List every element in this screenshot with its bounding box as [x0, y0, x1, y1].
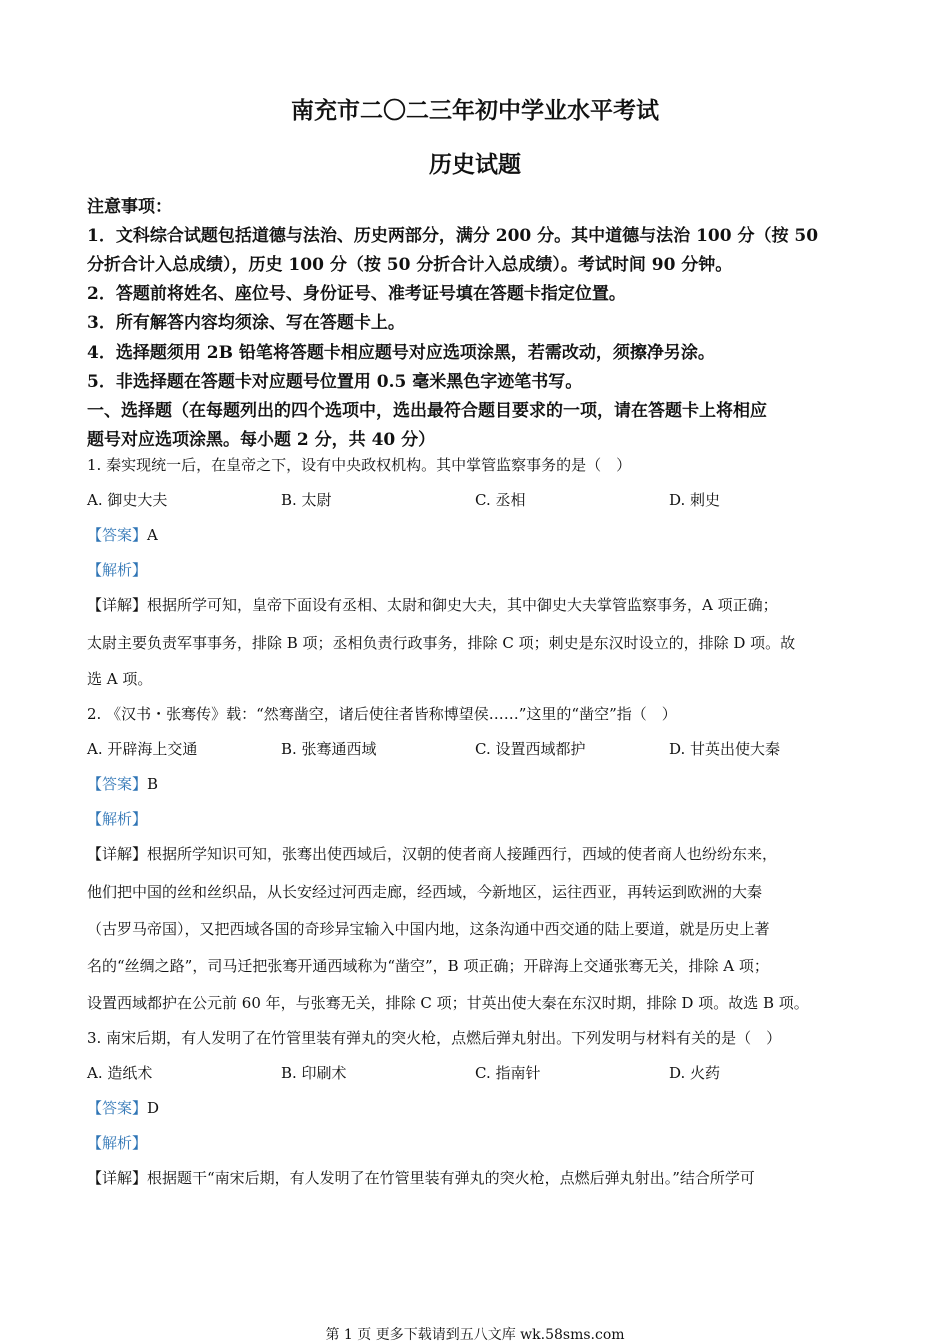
notice-heading: 注意事项： — [87, 197, 172, 217]
page-title: 南充市二〇二三年初中学业水平考试 — [291, 97, 659, 124]
detail-line — [87, 594, 867, 615]
detail-line: 太尉主要负责军事事务，排除 B 项；丞相负责行政事务，排除 C 项；刺史是东汉时设立的，排除 D 项。故 — [87, 634, 796, 652]
page-footer: 第 1 页 更多下载请到五八文库 wk.58sms.com — [325, 1327, 625, 1343]
answer-label: 【答案】 — [87, 775, 148, 793]
detail-label: 【详解】 — [87, 596, 148, 614]
notice-line: 3．所有解答内容均须涂、写在答题卡上。 — [87, 313, 405, 333]
option-c: C. 设置西域都护 — [475, 740, 586, 758]
analysis-label: 【解析】 — [87, 561, 148, 579]
option-b: B. 太尉 — [281, 491, 332, 509]
notice-line: 4．选择题须用 2B 铅笔将答题卡相应题号对应选项涂黑，若需改动，须擦净另涂。 — [87, 343, 715, 363]
detail-line: 名的“丝绸之路”，司马迁把张骞开通西域称为“凿空”，B 项正确；开辟海上交通张骞无关，排除 A 项； — [87, 957, 769, 975]
detail-line: 他们把中国的丝和丝织品，从长安经过河西走廊，经西域，今新地区，运往西亚，再转运到欧洲的大秦 — [87, 883, 763, 901]
option-a: A. 造纸术 — [87, 1064, 153, 1082]
page-subtitle: 历史试题 — [429, 151, 521, 178]
detail-text: 根据所学可知，皇帝下面设有丞相、太尉和御史大夫，其中御史大夫掌管监察事务，A 项正确； — [147, 596, 778, 614]
answer-line — [87, 524, 867, 545]
answer-value: A — [147, 526, 158, 544]
option-a: A. 御史大夫 — [87, 491, 168, 509]
detail-text: 根据题干“南宋后期，有人发明了在竹管里装有弹丸的突火枪，点燃后弹丸射出。”结合所学可 — [147, 1169, 755, 1187]
detail-line — [87, 843, 867, 864]
detail-line: （古罗马帝国），又把西域各国的奇珍异宝输入中国内地，这条沟通中西交通的陆上要道，就是历史上著 — [87, 920, 770, 938]
detail-line — [87, 1167, 867, 1188]
detail-text: 根据所学知识可知，张骞出使西域后，汉朝的使者商人接踵西行，西域的使者商人也纷纷东来， — [147, 845, 778, 863]
answer-value: D — [147, 1099, 160, 1117]
notice-line: 5．非选择题在答题卡对应题号位置用 0.5 毫米黑色字迹笔书写。 — [87, 372, 583, 392]
detail-line: 设置西域都护在公元前 60 年，与张骞无关，排除 C 项；甘英出使大秦在东汉时期，排除 D 项。故选 B 项。 — [87, 994, 809, 1012]
question-stem: 1. 秦实现统一后，在皇帝之下，设有中央政权机构。其中掌管监察事务的是（ ） — [87, 456, 632, 474]
option-a: A. 开辟海上交通 — [87, 740, 198, 758]
option-b: B. 张骞通西域 — [281, 740, 377, 758]
analysis-label: 【解析】 — [87, 1134, 148, 1152]
question-stem: 3. 南宋后期，有人发明了在竹管里装有弹丸的突火枪，点燃后弹丸射出。下列发明与材料有关的是（ ） — [87, 1029, 782, 1047]
notice-line: 1．文科综合试题包括道德与法治、历史两部分，满分 200 分。其中道德与法治 100 分（按 50 — [87, 226, 819, 246]
section-heading: 题号对应选项涂黑。每小题 2 分，共 40 分） — [87, 430, 436, 450]
option-c: C. 指南针 — [475, 1064, 541, 1082]
option-d: D. 刺史 — [669, 491, 721, 509]
detail-label: 【详解】 — [87, 1169, 148, 1187]
question-stem: 2. 《汉书・张骞传》载：“然骞凿空，诸后使往者皆称博望侯……”这里的“凿空”指（ ） — [87, 705, 677, 723]
answer-value: B — [147, 775, 159, 793]
notice-line: 2．答题前将姓名、座位号、身份证号、准考证号填在答题卡指定位置。 — [87, 284, 626, 304]
answer-line — [87, 773, 867, 794]
answer-line — [87, 1097, 867, 1118]
option-d: D. 甘英出使大秦 — [669, 740, 781, 758]
answer-label: 【答案】 — [87, 1099, 148, 1117]
analysis-label: 【解析】 — [87, 810, 148, 828]
notice-line: 分折合计入总成绩），历史 100 分（按 50 分折合计入总成绩）。考试时间 90 分钟。 — [87, 255, 733, 275]
option-b: B. 印刷术 — [281, 1064, 347, 1082]
option-c: C. 丞相 — [475, 491, 526, 509]
detail-line: 选 A 项。 — [87, 670, 153, 688]
option-d: D. 火药 — [669, 1064, 721, 1082]
section-heading: 一、选择题（在每题列出的四个选项中，选出最符合题目要求的一项，请在答题卡上将相应 — [87, 401, 767, 421]
answer-label: 【答案】 — [87, 526, 148, 544]
detail-label: 【详解】 — [87, 845, 148, 863]
